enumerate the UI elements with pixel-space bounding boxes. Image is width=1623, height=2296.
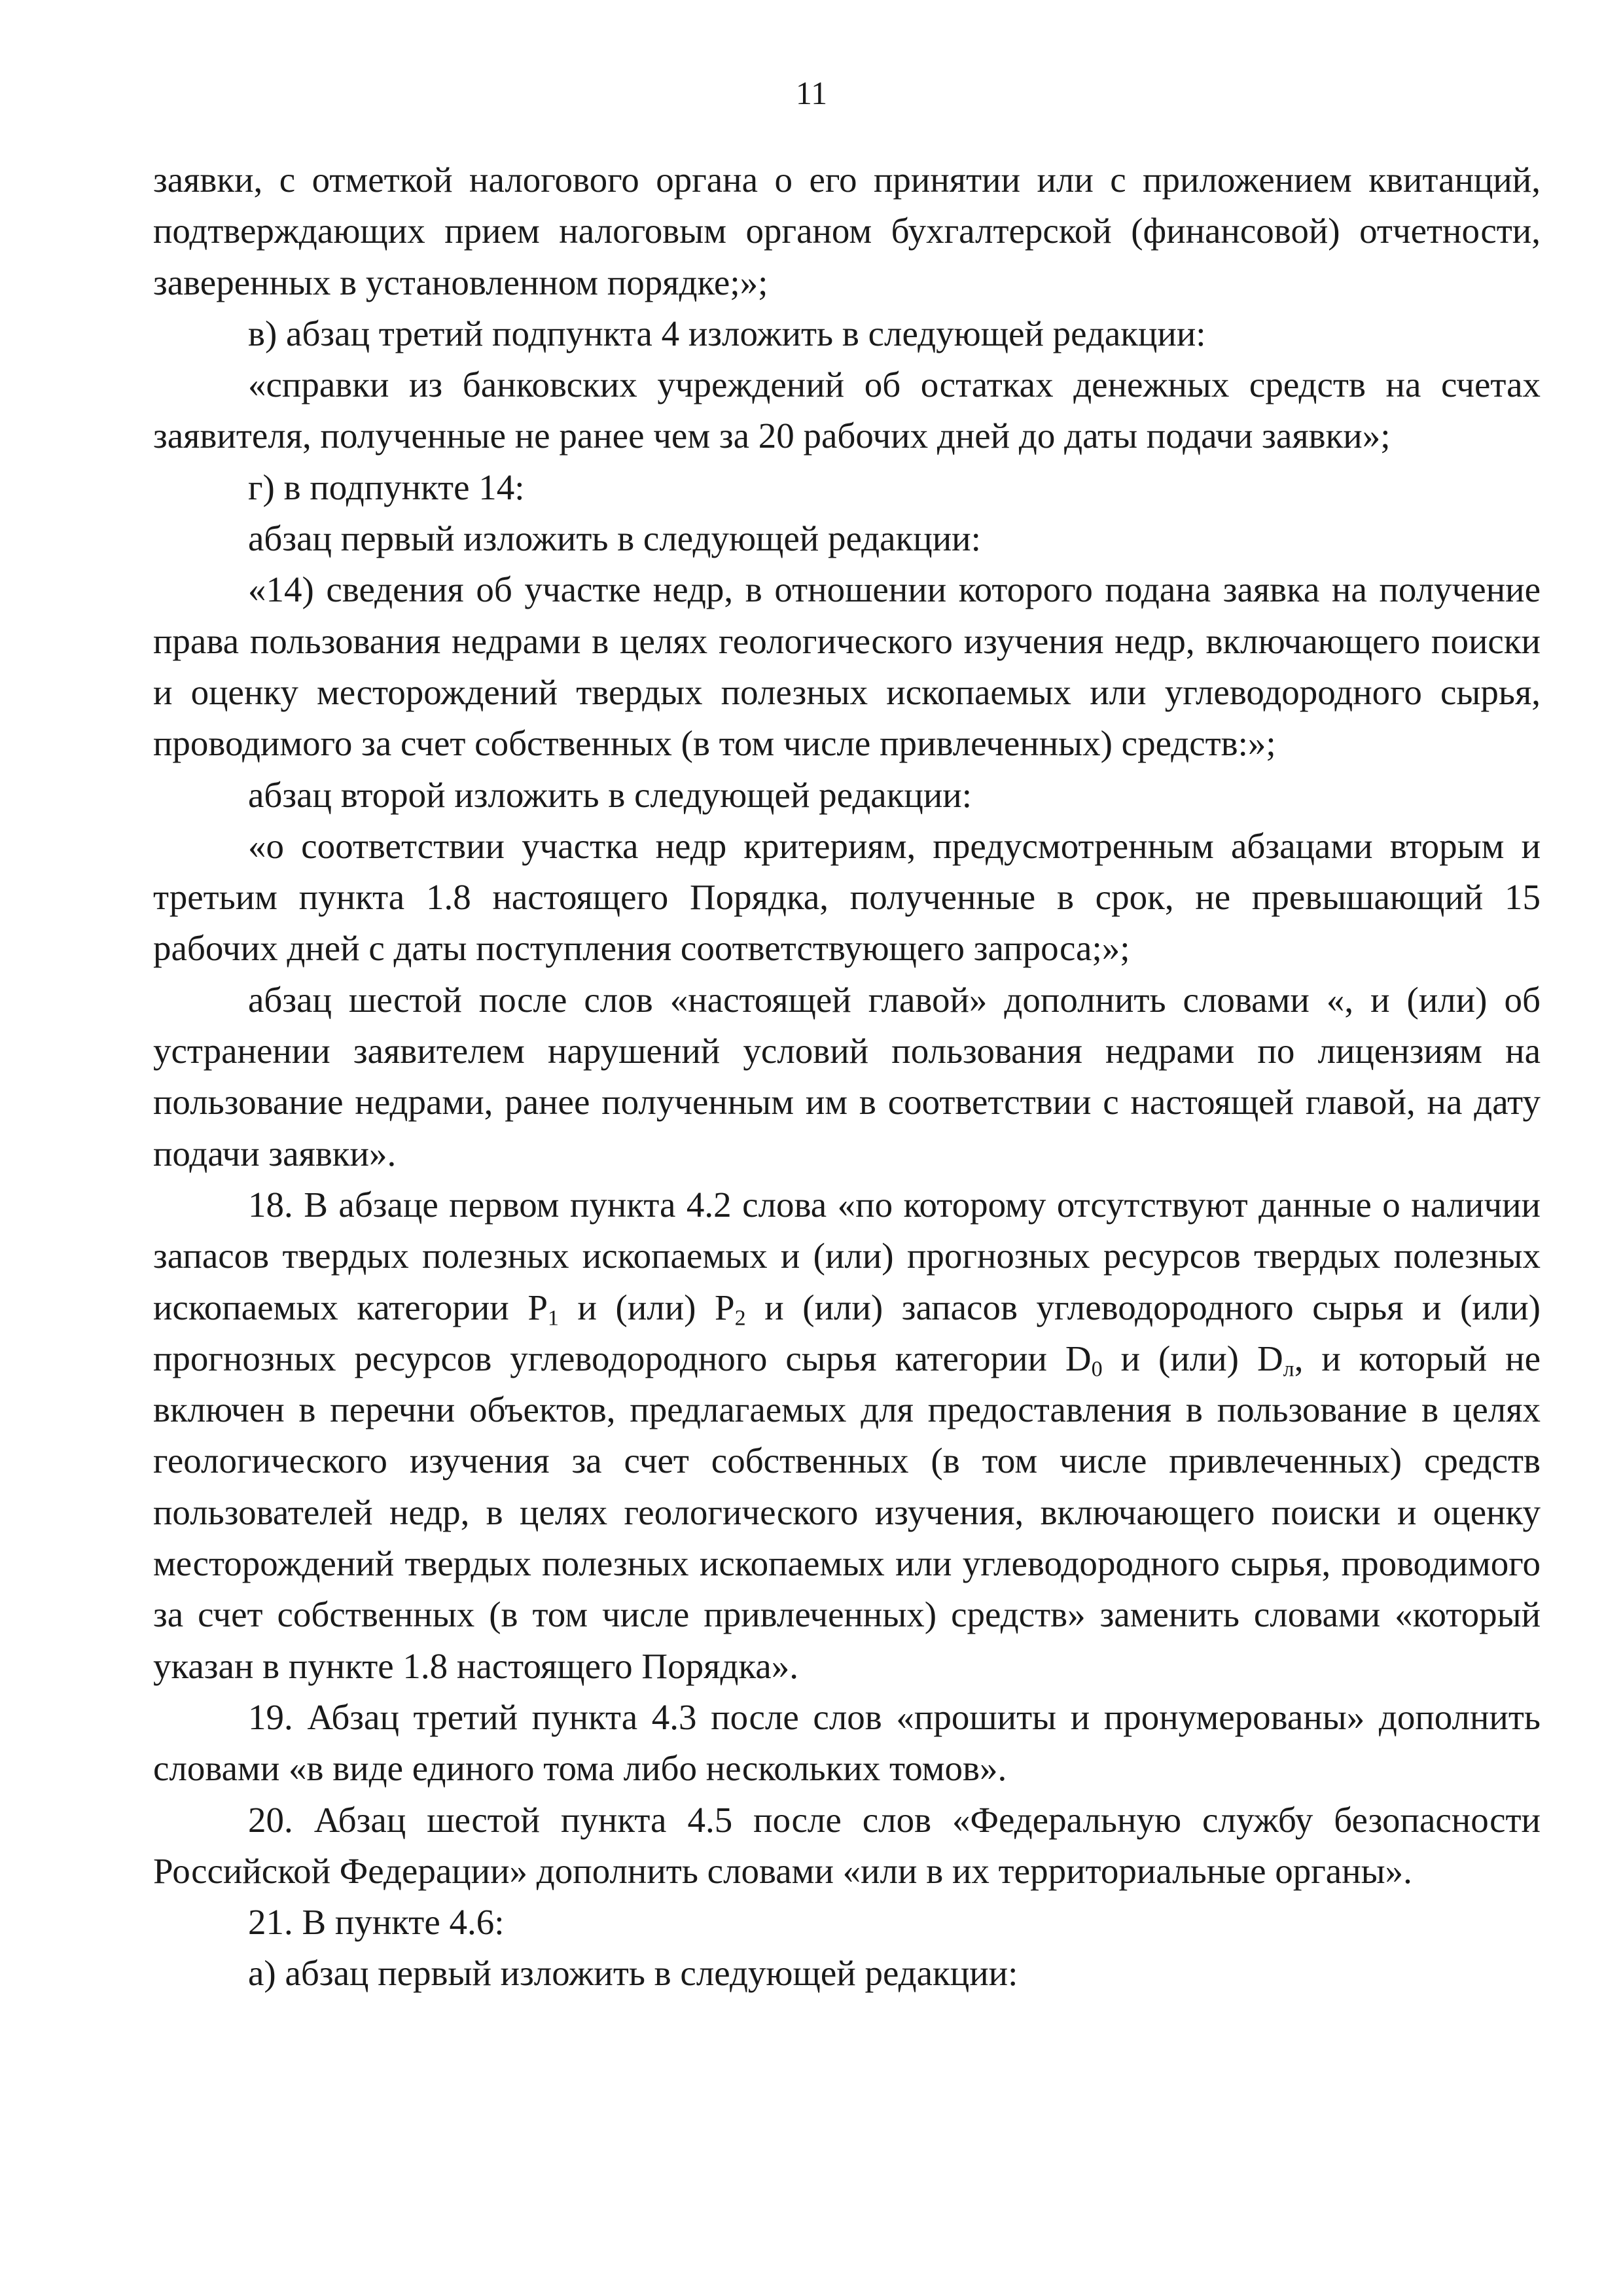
subscript-dl: л xyxy=(1283,1357,1294,1382)
paragraph-continuation: заявки, с отметкой налогового органа о его принятии или с приложением квитанций, подтверждающих прием налоговым органом бухгалтерской (финансовой) отчетности, заверенных в установленном порядке;»; xyxy=(153,160,1541,302)
paragraph-item-21: 21. В пункте 4.6: xyxy=(248,1902,505,1943)
subscript-p1: 1 xyxy=(547,1306,559,1331)
paragraph-quote-bank-certificates: «справки из банковских учреждений об остатках денежных средств на счетах заявителя, полученные не ранее чем за 20 рабочих дней до даты подачи заявки»; xyxy=(153,365,1541,456)
page-number: 11 xyxy=(795,75,828,111)
paragraph-first-abzac: абзац первый изложить в следующей редакции: xyxy=(248,518,981,559)
paragraph-quote-item-14: «14) сведения об участке недр, в отношении которого подана заявка на получение права пользования недрами в целях геологического изучения недр, включающего поиски и оценку месторождений твердых полезных ископаемых или углеводородного сырья, проводимого за счет собственных (в том числе привлеченных) средств:»; xyxy=(153,569,1541,764)
paragraph-sixth-abzac: абзац шестой после слов «настоящей главой» дополнить словами «, и (или) об устранении заявителем нарушений условий пользования недрами по лицензиям на пользование недрами, ранее полученным им в соответствии с настоящей главой, на дату подачи заявки». xyxy=(153,979,1541,1174)
paragraph-subitem-v: в) абзац третий подпункта 4 изложить в следующей редакции: xyxy=(248,313,1206,353)
subscript-d0: 0 xyxy=(1091,1357,1103,1382)
item-18-text-2: и (или) Р xyxy=(558,1287,735,1327)
paragraph-subitem-a: а) абзац первый изложить в следующей редакции: xyxy=(248,1953,1018,1994)
paragraph-quote-criteria: «о соответствии участка недр критериям, предусмотренным абзацами вторым и третьим пункта 1.8 настоящего Порядка, полученные в срок, не превышающий 15 рабочих дней с даты поступления соответствующего запроса;»; xyxy=(153,825,1541,969)
subscript-p2: 2 xyxy=(734,1306,746,1331)
item-18-text-3: и (или) запасов углеводородного сырья и (или) прогнозных ресурсов углеводородного сырья категории D xyxy=(153,1287,1541,1378)
item-18-text-4: и (или) D xyxy=(1102,1338,1283,1378)
item-18-text-1: 18. В абзаце первом пункта 4.2 слова «по которому отсутствуют данные о наличии запасов твердых полезных ископаемых и (или) прогнозных ресурсов твердых полезных ископаемых категории Р xyxy=(153,1184,1541,1327)
paragraph-second-abzac: абзац второй изложить в следующей редакции: xyxy=(248,774,972,815)
paragraph-item-20: 20. Абзац шестой пункта 4.5 после слов «Федеральную службу безопасности Российской Федерации» дополнить словами «или в их территориальные органы». xyxy=(153,1799,1541,1891)
paragraph-item-18 xyxy=(153,1179,1541,1692)
item-18-text-5: , и который не включен в перечни объектов, предлагаемых для предоставления в пользование в целях геологического изучения за счет собственных (в том числе привлеченных) средств пользователей недр, в целях геологического изучения, включающего поиски и оценку месторождений твердых полезных ископаемых или углеводородного сырья, проводимого за счет собственных (в том числе привлеченных) средств» заменить словами «который указан в пункте 1.8 настоящего Порядка». xyxy=(153,1338,1541,1686)
document-body xyxy=(153,154,1541,2000)
paragraph-item-19: 19. Абзац третий пункта 4.3 после слов «прошиты и пронумерованы» дополнить словами «в виде единого тома либо нескольких томов». xyxy=(153,1696,1541,1789)
paragraph-subitem-g: г) в подпункте 14: xyxy=(248,467,525,507)
